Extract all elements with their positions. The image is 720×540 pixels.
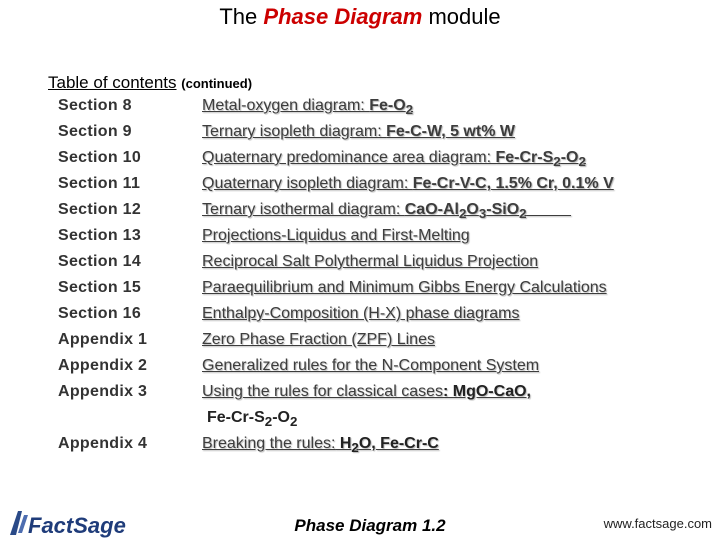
toc-row [0, 253, 720, 279]
title-suffix: module [422, 4, 501, 29]
toc-section: Appendix 4 [58, 435, 148, 452]
toc-row [0, 331, 720, 357]
toc-heading-label: Table of contents [48, 73, 177, 92]
title-emphasis: Phase Diagram [263, 4, 423, 29]
appendix-3-link-text[interactable]: Using the rules for classical cases [202, 383, 443, 400]
toc-section: Section 9 [58, 123, 132, 140]
title-prefix: The [219, 4, 264, 29]
appendix-4-link-text[interactable]: Breaking the rules: [202, 435, 336, 452]
toc-section: Section 12 [58, 201, 142, 218]
toc-row [0, 435, 720, 461]
footer-page-label: Phase Diagram 1.2 [294, 516, 446, 535]
toc-section: Section 14 [58, 253, 142, 270]
toc-link-section-8[interactable]: Metal-oxygen diagram: $Fe-O_2$ [202, 97, 414, 118]
svg-text:FactSage: FactSage [28, 513, 126, 538]
toc-link-section-14[interactable]: Reciprocal Salt Polythermal Liquidus Projection [202, 253, 539, 270]
toc-row [0, 305, 720, 331]
factsage-logo [8, 505, 128, 539]
toc-link-section-15[interactable]: Paraequilibrium and Minimum Gibbs Energy Calculations [202, 279, 607, 296]
toc-section: Section 8 [58, 97, 132, 114]
footer-url[interactable]: www.factsage.com [603, 516, 712, 531]
toc-section: Section 13 [58, 227, 142, 244]
toc-section: Section 10 [58, 149, 142, 166]
toc-link-section-9[interactable]: Ternary isopleth diagram: Fe-C-W, 5 wt% W [202, 123, 515, 140]
toc-heading [48, 73, 252, 93]
toc-row [0, 227, 720, 253]
toc-link-appendix-3[interactable] [202, 383, 531, 401]
toc-row [0, 383, 720, 409]
toc-section: Appendix 1 [58, 331, 148, 348]
page-title [0, 4, 720, 30]
toc-link-section-16[interactable]: Enthalpy-Composition (H-X) phase diagrams [202, 305, 520, 322]
toc-section: Appendix 3 [58, 383, 148, 400]
toc-row [0, 201, 720, 227]
toc-row [0, 149, 720, 175]
appendix-3-tail: : MgO-CaO, [442, 383, 531, 400]
toc-continued: (continued) [181, 76, 253, 91]
toc-link-section-11[interactable]: Quaternary isopleth diagram: Fe-Cr-V-C, 1.5% Cr, 0.1% V [202, 175, 614, 192]
toc-row [0, 97, 720, 123]
toc-link-appendix-1[interactable]: Zero Phase Fraction (ZPF) Lines [202, 331, 435, 348]
appendix-4-tail: $H_2O$, Fe-Cr-C [335, 435, 439, 456]
toc-row [0, 279, 720, 305]
toc-section: Section 15 [58, 279, 142, 296]
toc-link-appendix-2[interactable]: Generalized rules for the N-Component System [202, 357, 540, 374]
toc-section: Appendix 2 [58, 357, 148, 374]
toc-row [0, 123, 720, 149]
toc-link-section-12[interactable]: Ternary isothermal diagram: CaO-$Al_2O_3-SiO_2$ [202, 201, 527, 222]
toc-link-appendix-4[interactable] [202, 435, 439, 455]
toc-section: Section 11 [58, 175, 141, 192]
toc-link-section-10[interactable]: Quaternary predominance area diagram: $Fe-Cr-S_2-O_2$ [202, 149, 586, 170]
toc-link-section-13[interactable]: Projections-Liquidus and First-Melting [202, 227, 470, 244]
toc-section: Section 16 [58, 305, 142, 322]
toc-row-continued [0, 409, 720, 435]
appendix-3-continued: $Fe-Cr-S_2-O_2$ [207, 409, 298, 430]
toc-row [0, 175, 720, 201]
toc-row [0, 357, 720, 383]
